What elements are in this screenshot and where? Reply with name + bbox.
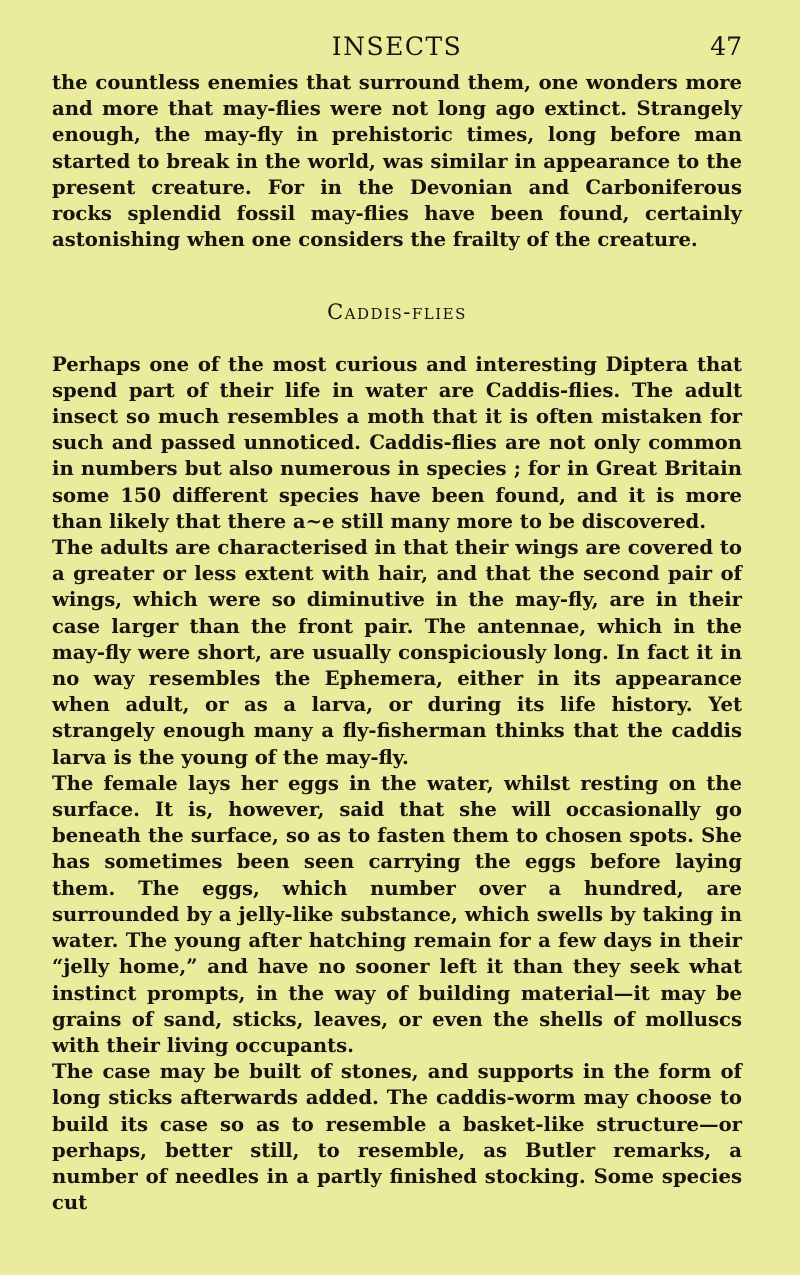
running-head [52, 32, 742, 66]
running-title: INSECTS [331, 32, 463, 61]
section-heading: Caddis-flies [327, 300, 467, 325]
paragraph-4: The case may be built of stones, and supports in the form of long sticks afterwards added. The caddis-worm may choose to build its case so as to resemble a basket-like structure—or perhaps, better still, to resemble, as Butler remarks, a number of needles in a partly finished stocking. Some species cut [52, 1060, 742, 1215]
body-text [52, 70, 742, 1216]
paragraph-3: The female lays her eggs in the water, whilst resting on the surface. It is, however, said that she will occasionally go beneath the surface, so as to fasten them to chosen spots. She has sometimes been seen carrying the eggs before laying them. The eggs, which number over a hundred, are surrounded by a jelly-like substance, which swells by taking in water. The young after hatching remain for a few days in their “jelly home,” and have no sooner left it than they seek what instinct prompts, in the way of building material—it may be grains of sand, sticks, leaves, or even the shells of molluscs with their living occupants. [52, 771, 742, 1057]
paragraph-1: Perhaps one of the most curious and interesting Diptera that spend part of their life in water are Caddis-flies. The adult insect so much resembles a moth that it is often mistaken for such and passed unnoticed. Caddis-flies are not only common in numbers but also numerous in species ; for in Great Britain some 150 different species have been found, and it is more than likely that there a~e still many more to be discovered. [52, 352, 742, 533]
paragraph-2: The adults are characterised in that their wings are covered to a greater or less extent with hair, and that the second pair of wings, which were so diminutive in the may-fly, are in their case larger than the front pair. The antennae, which in the may-fly were short, are usually conspiciously long. In fact it in no way resembles the Ephemera, either in its appearance when adult, or as a larva, or during its life history. Yet strangely enough many a fly-fisherman thinks that the caddis larva is the young of the may-fly. [52, 536, 742, 769]
page-number: 47 [710, 32, 742, 61]
paragraph-continuation: the countless enemies that surround them, one wonders more and more that may-flies were not long ago extinct. Strangely enough, the may-fly in prehistoric times, long before man started to break in the world, was similar in appearance to the present creature. For in the Devonian and Carboniferous rocks splendid fossil may-flies have been found, certainly astonishing when one considers the frailty of the creature. [52, 71, 742, 252]
